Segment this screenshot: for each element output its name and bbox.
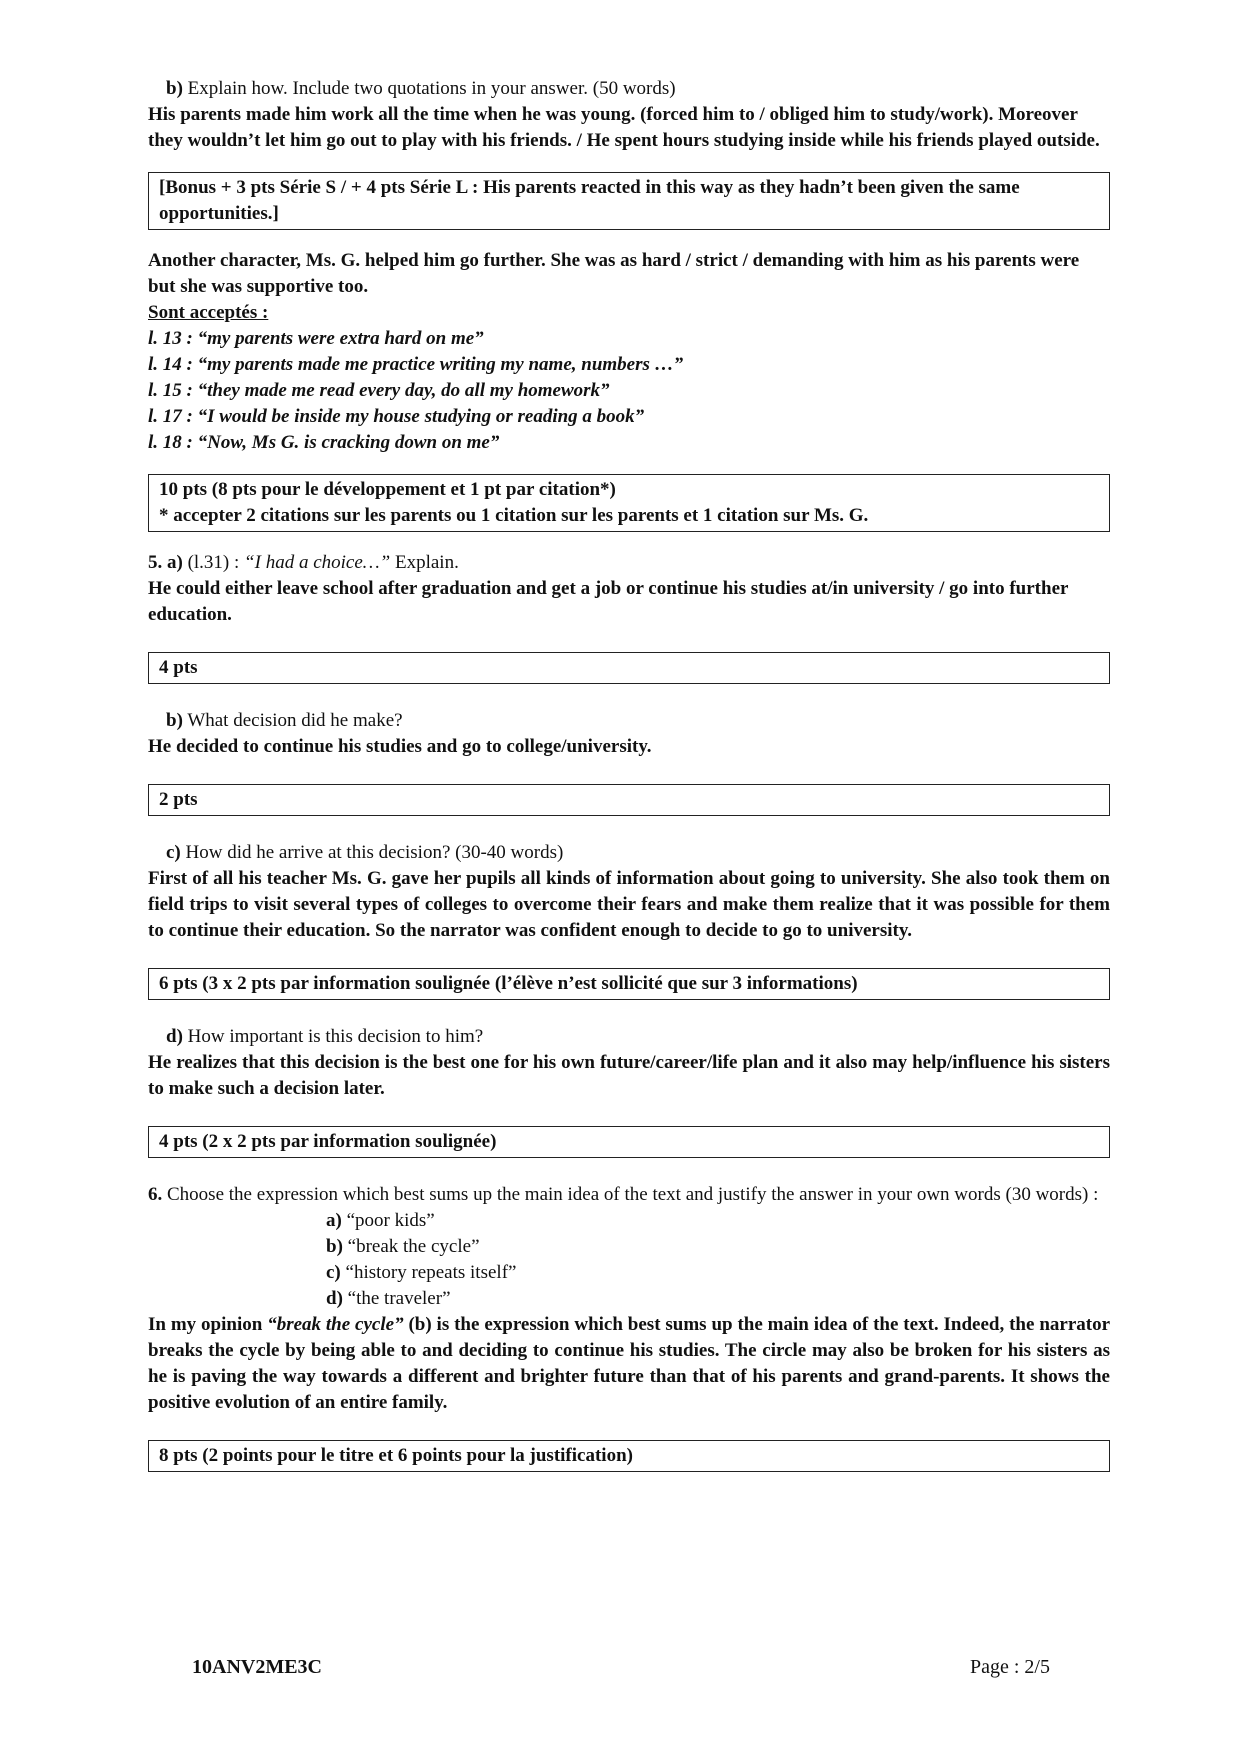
quote-line: l. 13 : “my parents were extra hard on me” [148,328,484,349]
points-box-5a: 4 pts [148,652,1110,684]
quote-line: l. 17 : “I would be inside my house studying or reading a book” [148,406,645,427]
question-5d [148,1024,1110,1050]
line-ref: (l.31) : [182,552,245,573]
page-number: Page : 2/5 [970,1656,1050,1678]
option-b [326,1234,1110,1260]
points-line: 10 pts (8 pts pour le développement et 1 pt par citation*) [159,479,616,500]
option-text: “history repeats itself” [340,1262,517,1283]
quote-line: l. 14 : “my parents made me practice writing my name, numbers …” [148,354,684,375]
question-label: 5. a) [148,552,183,573]
answer-5a: He could either leave school after graduation and get a job or continue his studies at/in university / go into further education. [148,578,1069,625]
points-box-6: 8 pts (2 points pour le titre et 6 points pour la justification) [148,1440,1110,1472]
option-a [326,1208,1110,1234]
question-label: d) [166,1026,183,1047]
answer-5c: First of all his teacher Ms. G. gave her pupils all kinds of information about going to university. She also took them on field trips to visit several types of colleges to overcome their fears and make them realize that it was possible for them to continue their education. So the narrator was confident enough to decide to go to university. [148,868,1110,941]
question-text: How did he arrive at this decision? (30-40 words) [180,842,564,863]
question-6 [148,1182,1110,1208]
option-letter: a) [326,1210,342,1231]
option-letter: d) [326,1288,343,1309]
points-box-5b: 2 pts [148,784,1110,816]
answer-6 [148,1312,1110,1416]
question-text: Choose the expression which best sums up the main idea of the text and justify the answer in your own words (30 words) : [162,1184,1099,1205]
option-letter: c) [326,1262,341,1283]
question-5b [148,708,1110,734]
answer-4b: His parents made him work all the time when he was young. (forced him to / obliged him to study/work). Moreover they wouldn’t let him go out to play with his friends. / He spent hours studying inside while his friends played outside. [148,104,1100,151]
question-4b [148,76,1110,102]
accepted-label: Sont acceptés : [148,302,269,323]
question-5c [148,840,1110,866]
option-text: “break the cycle” [342,1236,480,1257]
option-text: “the traveler” [342,1288,451,1309]
answer-text: (b) is the expression which best sums up the main idea of the text. Indeed, the narrator breaks the cycle by being able to and deciding to continue his studies. The circle may also be broken for his sisters as he is paving the way towards a different and brighter future than that of his parents and grand-parents. It shows the positive evolution of an entire family. [148,1314,1111,1413]
question-text: Explain how. Include two quotations in your answer. (50 words) [182,78,676,99]
answer-quote: “break the cycle” [267,1314,404,1335]
option-c [326,1260,1110,1286]
option-text: “poor kids” [341,1210,435,1231]
bonus-box: [Bonus + 3 pts Série S / + 4 pts Série L : His parents reacted in this way as they hadn’t been given the same opportunities.] [148,172,1110,230]
points-box-5d: 4 pts (2 x 2 pts par information soulignée) [148,1126,1110,1158]
answer-4b-ms-g: Another character, Ms. G. helped him go further. She was as hard / strict / demanding with him as his parents were but she was supportive too. [148,250,1080,297]
question-text: Explain. [390,552,459,573]
option-letter: b) [326,1236,343,1257]
option-d [326,1286,1110,1312]
answer-text: In my opinion [148,1314,268,1335]
points-note: * accepter 2 citations sur les parents ou 1 citation sur les parents et 1 citation sur Ms. G. [159,505,869,526]
question-label: b) [166,78,183,99]
points-box-4b [148,474,1110,532]
question-quote: “I had a choice…” [244,552,391,573]
answer-key-page [148,76,1110,1472]
question-text: How important is this decision to him? [182,1026,484,1047]
answer-5b: He decided to continue his studies and go to college/university. [148,736,652,757]
options-list [148,1208,1110,1312]
quote-line: l. 15 : “they made me read every day, do all my homework” [148,380,610,401]
question-label: c) [166,842,181,863]
answer-5d: He realizes that this decision is the best one for his own future/career/life plan and it also may help/influence his sisters to make such a decision later. [148,1052,1110,1099]
question-5a [148,550,1110,576]
question-label: b) [166,710,183,731]
points-box-5c: 6 pts (3 x 2 pts par information soulignée (l’élève n’est sollicité que sur 3 informations) [148,968,1110,1000]
question-label: 6. [148,1184,163,1205]
document-code: 10ANV2ME3C [192,1656,322,1678]
question-text: What decision did he make? [182,710,403,731]
quote-line: l. 18 : “Now, Ms G. is cracking down on me” [148,432,500,453]
